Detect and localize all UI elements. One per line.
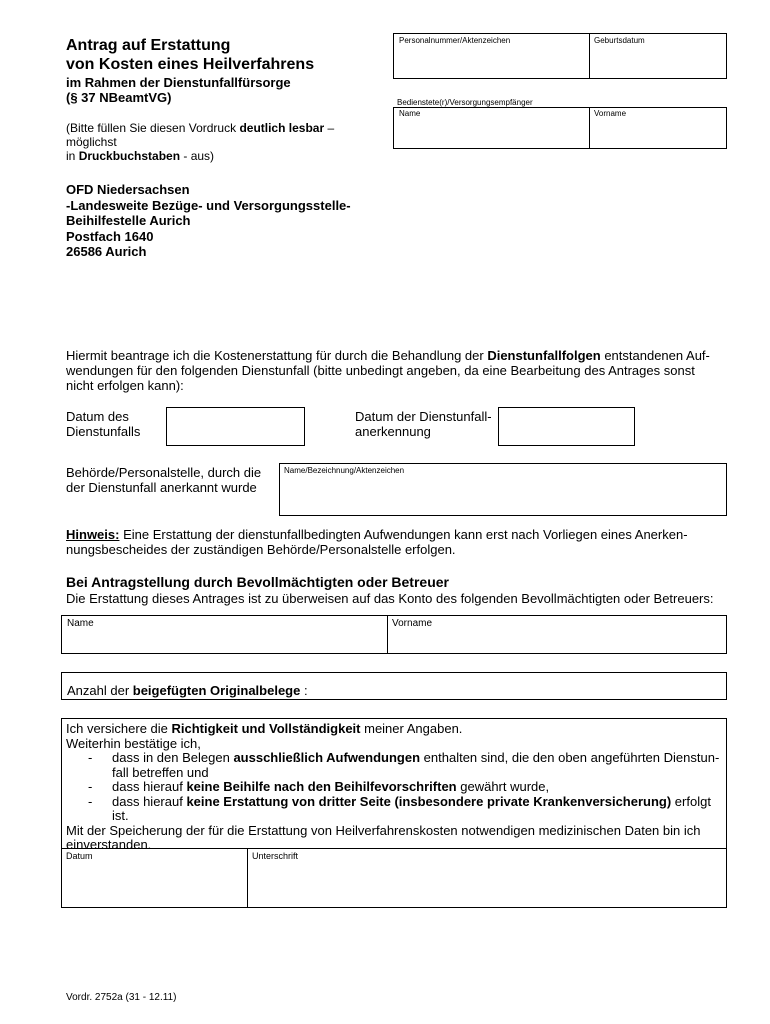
belege-label xyxy=(67,683,308,698)
declaration-text-span: Ich versichere die xyxy=(66,721,172,736)
note-text: – möglichst xyxy=(66,121,335,149)
fill-instructions-line-1 xyxy=(66,121,386,149)
address-line-2: -Landesweite Bezüge- und Versorgungsstelle- xyxy=(66,197,351,213)
belege-text: Anzahl der xyxy=(67,683,133,698)
field-divider xyxy=(387,616,388,653)
declaration-bold: ausschließlich Aufwendungen xyxy=(233,750,421,765)
behoerde-field[interactable] xyxy=(279,463,727,516)
proxy-heading: Bei Antragstellung durch Bevollmächtigten oder Betreuer xyxy=(66,574,449,590)
hinweis-label: Hinweis: xyxy=(66,527,120,542)
proxy-text: Die Erstattung dieses Antrages ist zu überweisen auf das Konto des folgenden Bevollmächtigten oder Betreuers: xyxy=(66,591,714,606)
hinweis-text: Eine Erstattung der dienstunfallbedingten Aufwendungen kann erst nach Vorliegen eines Anerken- xyxy=(119,527,688,542)
proxy-name-box[interactable] xyxy=(61,615,727,654)
hinweis-line-1 xyxy=(66,527,746,542)
fill-instructions-line-2 xyxy=(66,149,386,163)
request-line-2: wendungen für den folgenden Dienstunfall (bitte unbedingt angeben, da eine Bearbeitung des Antrages sonst xyxy=(66,363,695,378)
form-number: Vordr. 2752a (31 - 12.11) xyxy=(66,992,177,1003)
subtitle-line-2: (§ 37 NBeamtVG) xyxy=(66,90,172,105)
recipient-address xyxy=(66,182,351,260)
request-paragraph xyxy=(66,348,746,393)
datum-dienstunfall-field[interactable] xyxy=(166,407,305,446)
bullet-dash: - xyxy=(88,779,93,794)
declaration-text-span: erfolgt xyxy=(671,793,711,809)
field-divider xyxy=(589,108,590,148)
fill-instructions xyxy=(66,121,386,163)
declaration-item-1-line-2: fall betreffen und xyxy=(112,764,209,780)
note-bold-legible: deutlich lesbar xyxy=(239,121,325,135)
form-title xyxy=(66,36,314,74)
unterschrift-label: Unterschrift xyxy=(252,851,299,861)
datum-dienstunfall-label-line-1: Datum des xyxy=(66,409,129,424)
declaration-text-span: dass in den Belegen xyxy=(112,750,234,765)
note-text: in xyxy=(66,149,79,163)
request-line-3: nicht erfolgen kann): xyxy=(66,378,184,393)
personalnummer-label: Personalnummer/Aktenzeichen xyxy=(399,36,511,45)
address-line-5: 26586 Aurich xyxy=(66,244,147,259)
bullet-dash: - xyxy=(88,750,93,765)
request-text: Hiermit beantrage ich die Kostenerstattung für durch die Behandlung der xyxy=(66,348,488,363)
declaration-item-2-line-1 xyxy=(112,780,726,795)
bullet-dash: - xyxy=(88,793,93,809)
datum-anerkennung-field[interactable] xyxy=(498,407,635,446)
subtitle-line-1: im Rahmen der Dienstunfallfürsorge xyxy=(66,75,291,90)
request-text: entstandenen Auf- xyxy=(600,348,710,363)
field-divider xyxy=(589,34,590,78)
declaration-bold: Richtigkeit und Vollständigkeit xyxy=(171,721,361,736)
proxy-name-label: Name xyxy=(67,618,94,629)
declaration-item-1-line-1 xyxy=(112,751,726,766)
proxy-vorname-label: Vorname xyxy=(392,618,433,629)
hinweis-note xyxy=(66,527,746,557)
declaration-item-1 xyxy=(66,751,726,780)
datum-dienstunfall-label-line-2: Dienstunfalls xyxy=(66,424,141,439)
datum-label: Datum xyxy=(66,851,93,861)
beneficiary-name-box[interactable] xyxy=(393,107,727,149)
declaration-item-3 xyxy=(66,795,726,824)
address-line-3: Beihilfestelle Aurich xyxy=(66,213,191,228)
unterschrift-field[interactable] xyxy=(248,848,726,907)
behoerde-label-line-2: der Dienstunfall anerkannt wurde xyxy=(66,480,257,495)
form-subtitle xyxy=(66,75,291,105)
request-line-1 xyxy=(66,348,746,363)
datum-anerkennung-label xyxy=(355,409,492,439)
declaration-bold: keine Erstattung von dritter Seite (insbesondere private Krankenversicherung) xyxy=(186,793,672,809)
declaration-item-3-line-1 xyxy=(112,795,726,810)
geburtsdatum-label: Geburtsdatum xyxy=(594,36,645,45)
declaration-text-span: gewährt wurde, xyxy=(456,779,550,794)
behoerde-field-label: Name/Bezeichnung/Aktenzeichen xyxy=(284,466,405,475)
declaration-bold: keine Beihilfe nach den Beihilfevorschriften xyxy=(186,779,457,794)
declaration-closing-line-2: einverstanden. xyxy=(66,837,152,852)
datum-anerkennung-label-line-1: Datum der Dienstunfall- xyxy=(355,409,492,424)
datum-dienstunfall-label xyxy=(66,409,140,439)
declaration-text-span: enthalten sind, die den oben angeführten Dienstun- xyxy=(420,750,720,765)
note-text: - aus) xyxy=(180,149,215,163)
beneficiary-name-label: Name xyxy=(399,109,421,118)
belege-text: : xyxy=(300,683,308,698)
declaration-text xyxy=(66,722,726,853)
note-bold-block-letters: Druckbuchstaben xyxy=(78,149,181,163)
datum-anerkennung-label-line-2: anerkennung xyxy=(355,424,431,439)
declaration-text-span: meiner Angaben. xyxy=(360,721,463,736)
hinweis-line-2: nungsbescheides der zuständigen Behörde/Personalstelle erfolgen. xyxy=(66,542,456,557)
declaration-item-3-line-2: ist. xyxy=(112,808,129,823)
declaration-text-span: dass hierauf xyxy=(112,779,187,794)
declaration-text-span: dass hierauf xyxy=(112,793,187,809)
address-line-4: Postfach 1640 xyxy=(66,228,154,244)
declaration-item-2 xyxy=(66,780,726,795)
datum-field[interactable] xyxy=(62,848,247,907)
belege-count-field[interactable] xyxy=(61,672,727,700)
bedienstete-label: Bedienstete(r)/Versorgungsempfänger xyxy=(397,98,533,107)
declaration-closing-line-1: Mit der Speicherung der für die Erstattung von Heilverfahrenskosten notwendigen medizinischen Daten bin ich xyxy=(66,822,701,838)
declaration-line-2: Weiterhin bestätige ich, xyxy=(66,735,201,751)
note-text: (Bitte füllen Sie diesen Vordruck xyxy=(66,121,240,135)
beneficiary-vorname-label: Vorname xyxy=(594,109,627,118)
request-bold: Dienstunfallfolgen xyxy=(487,348,601,363)
behoerde-label xyxy=(66,465,261,495)
title-line-1: Antrag auf Erstattung xyxy=(66,37,231,54)
address-line-1: OFD Niedersachsen xyxy=(66,182,190,197)
belege-bold: beigefügten Originalbelege xyxy=(132,683,301,698)
behoerde-label-line-1: Behörde/Personalstelle, durch die xyxy=(66,465,262,480)
declaration-line-1 xyxy=(66,722,726,737)
personalnummer-geburtsdatum-box[interactable] xyxy=(393,33,727,79)
title-line-2: von Kosten eines Heilverfahrens xyxy=(66,56,315,73)
